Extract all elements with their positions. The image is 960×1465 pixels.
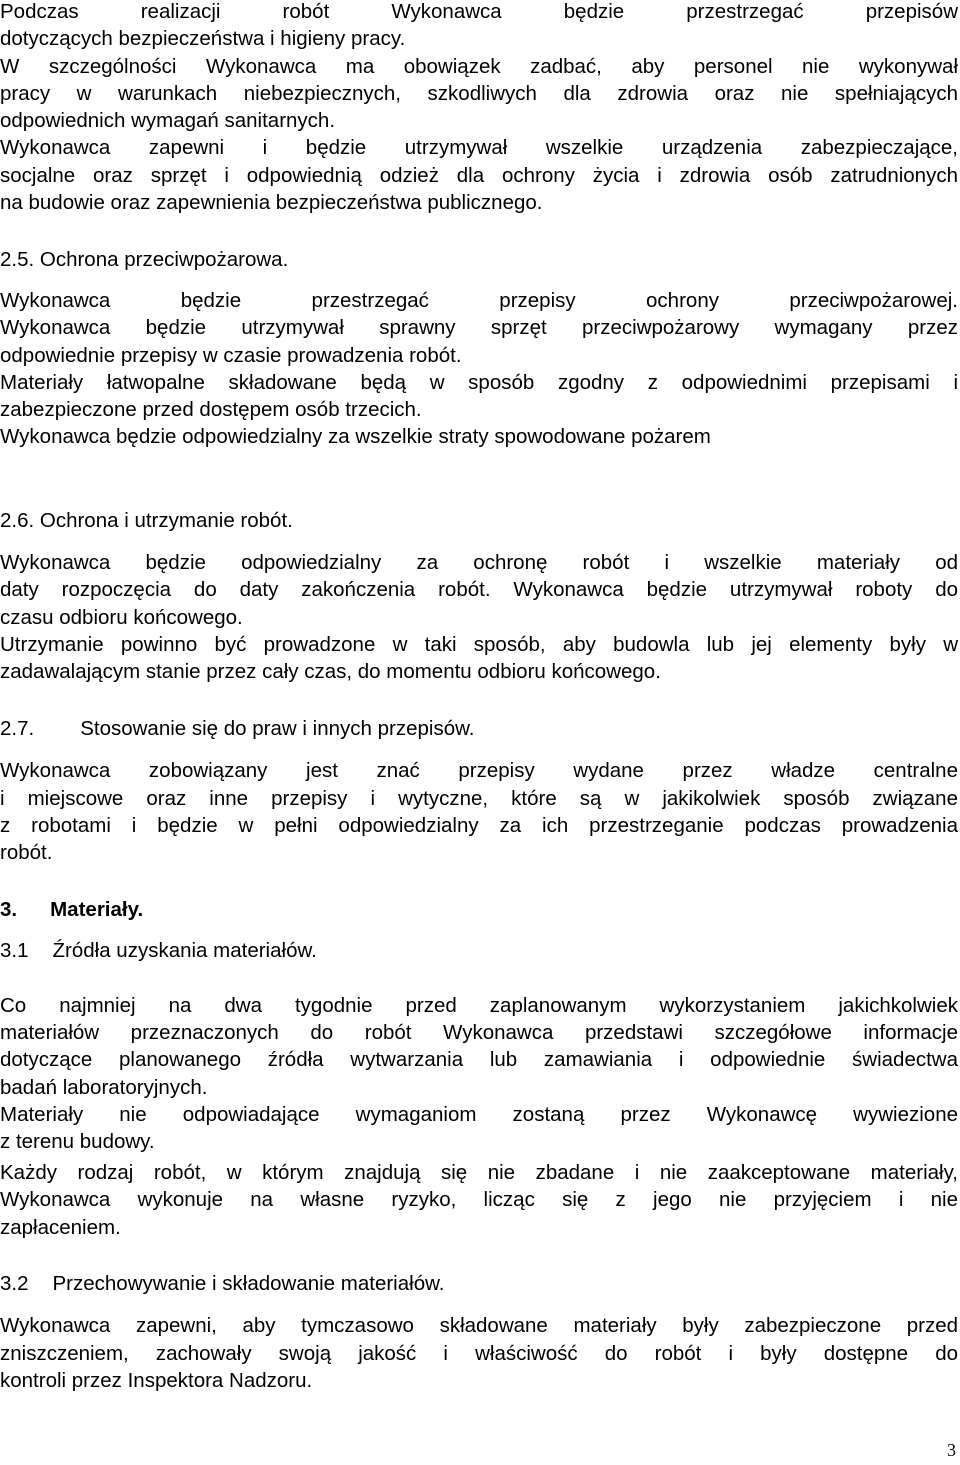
section-number: 2.7. [0, 717, 35, 740]
chapter-heading-3 [0, 896, 958, 923]
text-line: Wykonawca będzie odpowiedzialny za ochronę robót i wszelkie materiały od [0, 551, 958, 574]
text-line: Wykonawca wykonuje na własne ryzyko, licząc się z jego nie przyjęciem i nie [0, 1188, 958, 1211]
text-line: pracy w warunkach niebezpiecznych, szkodliwych dla zdrowia oraz nie spełniających [0, 82, 958, 105]
text-line: odpowiednie przepisy w czasie prowadzenia robót. [0, 344, 462, 367]
text-line: badań laboratoryjnych. [0, 1076, 208, 1099]
text-line: Materiały łatwopalne składowane będą w sposób zgodny z odpowiednimi przepisami i [0, 371, 958, 394]
section-heading-2-5: 2.5. Ochrona przeciwpożarowa. [0, 248, 289, 271]
text-line: z robotami i będzie w pełni odpowiedzialny za ich przestrzeganie podczas prowadzenia [0, 814, 958, 837]
text-line: zniszczeniem, zachowały swoją jakość i właściwość do robót i były dostępne do [0, 1342, 958, 1365]
text-line: socjalne oraz sprzęt i odpowiednią odzież dla ochrony życia i zdrowia osób zatrudnionych [0, 164, 958, 187]
section-number: 3.1 [0, 939, 29, 962]
text-line: materiałów przeznaczonych do robót Wykonawca przedstawi szczegółowe informacje [0, 1021, 958, 1044]
text-line: Podczas realizacji robót Wykonawca będzie przestrzegać przepisów [0, 0, 958, 23]
text-line: Co najmniej na dwa tygodnie przed zaplanowanym wykorzystaniem jakichkolwiek [0, 994, 958, 1017]
text-line: i miejscowe oraz inne przepisy i wytyczne, które są w jakikolwiek sposób związane [0, 787, 958, 810]
chapter-title: Materiały. [50, 898, 144, 921]
section-heading-2-7 [0, 715, 958, 742]
section-heading-3-2 [0, 1270, 958, 1297]
section-heading-3-1 [0, 937, 958, 964]
text-line: Materiały nie odpowiadające wymaganiom zostaną przez Wykonawcę wywiezione [0, 1103, 958, 1126]
text-line: kontroli przez Inspektora Nadzoru. [0, 1369, 313, 1392]
text-line: daty rozpoczęcia do daty zakończenia robót. Wykonawca będzie utrzymywał roboty do [0, 578, 958, 601]
text-line: robót. [0, 841, 53, 864]
text-line: na budowie oraz zapewnienia bezpieczeństwa publicznego. [0, 191, 543, 214]
page-number: 3 [947, 1440, 956, 1460]
section-title: Źródła uzyskania materiałów. [52, 939, 317, 962]
text-line: zadawalającym stanie przez cały czas, do momentu odbioru końcowego. [0, 660, 661, 683]
text-line: Wykonawca będzie przestrzegać przepisy ochrony przeciwpożarowej. [0, 289, 958, 312]
text-line: dotyczące planowanego źródła wytwarzania lub zamawiania i odpowiednie świadectwa [0, 1048, 958, 1071]
section-number: 3.2 [0, 1272, 29, 1295]
text-line: Wykonawca zapewni i będzie utrzymywał wszelkie urządzenia zabezpieczające, [0, 136, 958, 159]
section-heading-2-6: 2.6. Ochrona i utrzymanie robót. [0, 509, 293, 532]
text-line: z terenu budowy. [0, 1130, 155, 1153]
text-line: czasu odbioru końcowego. [0, 606, 243, 629]
text-line: Wykonawca zapewni, aby tymczasowo składowane materiały były zabezpieczone przed [0, 1314, 958, 1337]
chapter-number: 3. [0, 898, 18, 921]
section-title: Stosowanie się do praw i innych przepisów. [80, 717, 475, 740]
text-line: Każdy rodzaj robót, w którym znajdują się nie zbadane i nie zaakceptowane materiały, [0, 1161, 958, 1184]
text-line: W szczególności Wykonawca ma obowiązek zadbać, aby personel nie wykonywał [0, 55, 958, 78]
text-line: odpowiednich wymagań sanitarnych. [0, 109, 336, 132]
text-line: Wykonawca będzie odpowiedzialny za wszelkie straty spowodowane pożarem [0, 425, 711, 448]
section-title: Przechowywanie i składowanie materiałów. [52, 1272, 445, 1295]
text-line: Wykonawca zobowiązany jest znać przepisy wydane przez władze centralne [0, 759, 958, 782]
text-line: zapłaceniem. [0, 1216, 121, 1239]
text-line: Utrzymanie powinno być prowadzone w taki sposób, aby budowla lub jej elementy były w [0, 633, 958, 656]
text-line: Wykonawca będzie utrzymywał sprawny sprzęt przeciwpożarowy wymagany przez [0, 316, 958, 339]
text-line: dotyczących bezpieczeństwa i higieny pracy. [0, 27, 406, 50]
text-line: zabezpieczone przed dostępem osób trzecich. [0, 398, 422, 421]
